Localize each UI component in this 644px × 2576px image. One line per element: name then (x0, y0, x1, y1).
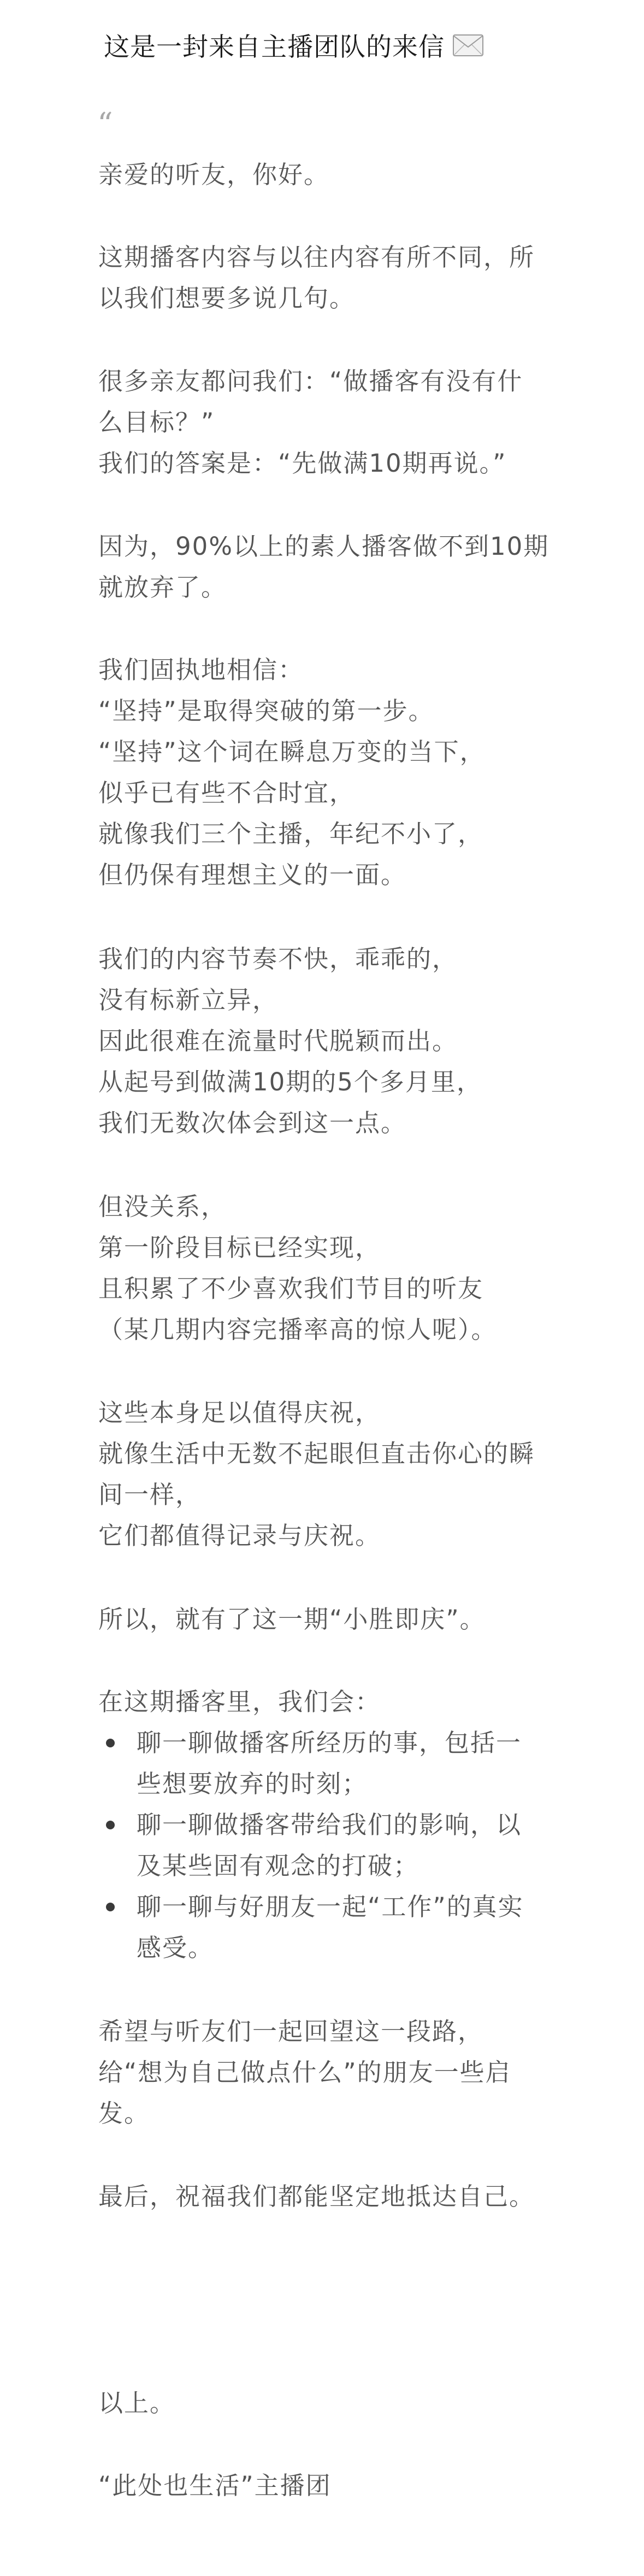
paragraph-line: 但没关系， (98, 1192, 227, 1221)
paragraph-line: 没有标新立异， (98, 985, 279, 1014)
paragraph-line: 我们无数次体会到这一点。 (98, 1108, 407, 1137)
paragraph-line: 我们的答案是：“先做满10期再说。” (98, 449, 507, 478)
paragraph-achievement (98, 1186, 552, 1350)
paragraph-line: 么目标？” (98, 408, 215, 437)
bullet-dot (106, 1739, 115, 1747)
signature (98, 2465, 552, 2506)
paragraph-line: 第一阶段目标已经实现， (98, 1233, 381, 1262)
signature-text: “此处也生活”主播团 (98, 2471, 332, 2500)
paragraph-line: （某几期内容完播率高的惊人呢）。 (98, 1315, 497, 1344)
list-item-line: 聊一聊做播客所经历的事，包括一 (137, 1728, 522, 1757)
paragraph-line: 这期播客内容与以往内容有所不同，所 (98, 243, 535, 272)
list-item (98, 1722, 557, 1804)
paragraph-line: 在这期播客里，我们会： (98, 1687, 381, 1716)
paragraph-line: “坚持”这个词在瞬息万变的当下， (98, 737, 486, 766)
paragraph-intro (98, 237, 552, 319)
paragraph-line: 以我们想要多说几句。 (98, 284, 356, 313)
list-item-line: 感受。 (137, 1933, 214, 1962)
paragraph-line: 所以，就有了这一期“小胜即庆”。 (98, 1605, 486, 1634)
letter-title-text: 这是一封来自主播团队的来信 (104, 32, 445, 62)
bullet-dot (106, 1821, 115, 1829)
paragraph-line: 我们的内容节奏不快，乖乖的， (98, 944, 458, 973)
paragraph-line: 这些本身足以值得庆祝， (98, 1398, 381, 1427)
paragraph-line: 似乎已有些不合时宜， (98, 778, 356, 807)
list-item-line: 些想要放弃的时刻； (137, 1769, 368, 1798)
agenda-list (98, 1722, 557, 1968)
list-item (98, 1804, 557, 1886)
paragraph-line: 且积累了不少喜欢我们节目的听友 (98, 1274, 484, 1303)
paragraph-line: 就像我们三个主播，年纪不小了， (98, 819, 484, 848)
letter-title (104, 23, 595, 67)
paragraph-belief (98, 649, 552, 895)
envelope-icon (452, 33, 484, 56)
paragraph-celebrate (98, 1392, 552, 1556)
paragraph-pace (98, 938, 552, 1143)
list-item-line: 聊一聊与好朋友一起“工作”的真实 (137, 1892, 524, 1921)
paragraph-line: 给“想为自己做点什么”的朋友一些启 (98, 2058, 511, 2087)
list-item-line: 聊一聊做播客带给我们的影响，以 (137, 1810, 522, 1839)
paragraph-line: 亲爱的听友，你好。 (98, 160, 330, 189)
paragraph-line: 但仍保有理想主义的一面。 (98, 860, 407, 889)
paragraph-line: “坚持”是取得突破的第一步。 (98, 696, 434, 725)
paragraph-line: 很多亲友都问我们：“做播客有没有什 (98, 367, 523, 396)
opening-quote-mark: “ (97, 107, 113, 142)
paragraph-line: 就放弃了。 (98, 573, 227, 602)
paragraph-line: 从起号到做满10期的5个多月里， (98, 1067, 482, 1096)
paragraph-goal-question (98, 361, 552, 484)
paragraph-agenda-intro (98, 1681, 552, 1722)
bullet-dot (106, 1903, 115, 1911)
paragraph-line: 间一样， (98, 1480, 202, 1509)
paragraph-line: 发。 (98, 2099, 150, 2128)
paragraph-line: 我们固执地相信： (98, 655, 304, 684)
paragraph-line: 因为，90%以上的素人播客做不到10期 (98, 532, 550, 561)
paragraph-blessing (98, 2176, 552, 2217)
paragraph-line: 因此很难在流量时代脱颖而出。 (98, 1026, 458, 1055)
paragraph-statistic (98, 526, 552, 608)
paragraph-episode-name (98, 1599, 552, 1640)
paragraph-line: 它们都值得记录与庆祝。 (98, 1521, 381, 1550)
paragraph-line: 最后，祝福我们都能坚定地抵达自己。 (98, 2182, 535, 2211)
list-item-line: 及某些固有观念的打破； (137, 1851, 420, 1880)
paragraph-line: 就像生活中无数不起眼但直击你心的瞬 (98, 1439, 535, 1468)
signoff-text: 以上。 (98, 2389, 176, 2417)
signoff (98, 2383, 552, 2424)
paragraph-line: 希望与听友们一起回望这一段路， (98, 2017, 484, 2046)
list-item (98, 1886, 557, 1968)
paragraph-greeting (98, 154, 552, 195)
paragraph-hope (98, 2011, 552, 2134)
